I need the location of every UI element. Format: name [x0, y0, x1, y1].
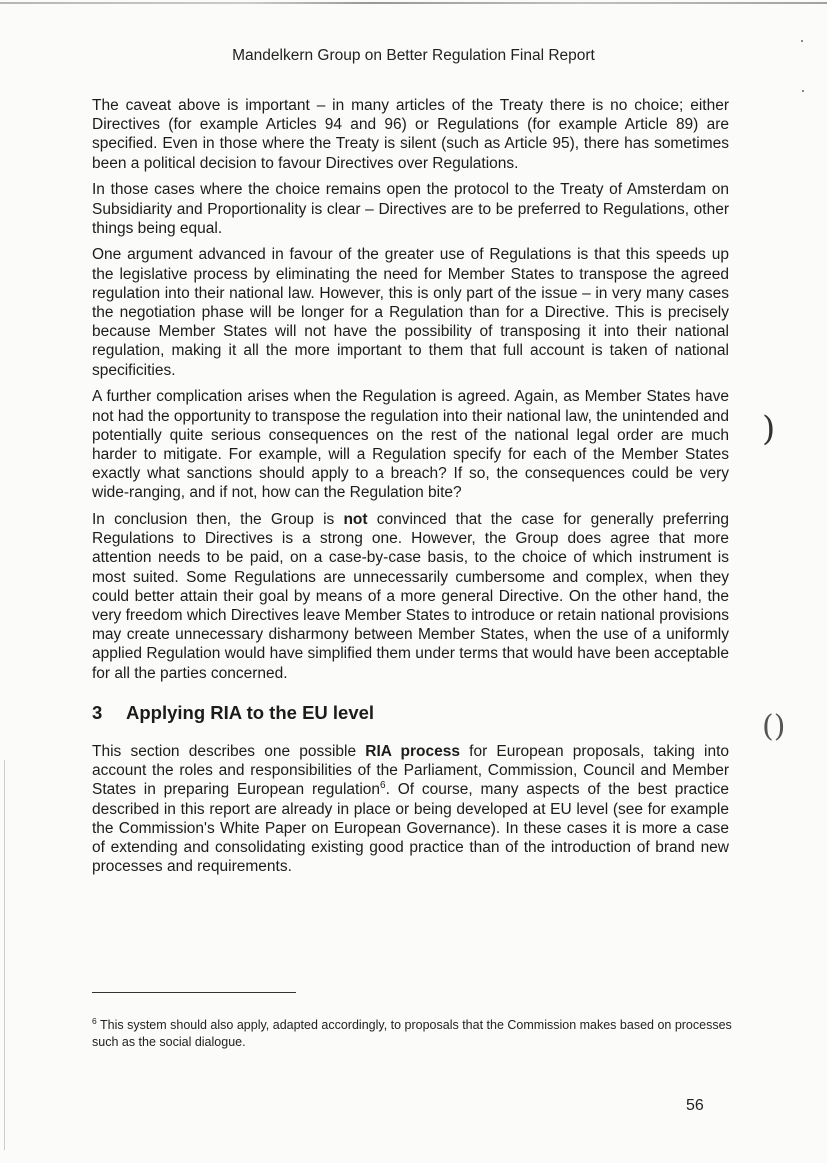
paragraph-caveat: The caveat above is important – in many articles of the Treaty there is no choice; either Directives (for example Articles 94 and 96) or Regulations (for example Article 89) are specified. Even in those where the Treaty is silent (such as Article 95), there has sometimes been a political decision to favour Directives over Regulations. [92, 97, 729, 172]
paragraph-conclusion: In conclusion then, the Group is not convinced that the case for generally preferring Regulations to Directives is a strong one. However, the Group does agree that more attention needs to be paid, on a case-by-case basis, to the choice of which instrument is most suited. Some Regulations are unnecessarily cumbersome and complex, when they could better attain their goal by means of a more general Directive. On the other hand, the very freedom which Directives leave Member States to introduce or retain national provisions may create unnecessary disharmony between Member States, when the use of a uniformly applied Regulation would have simplified them under terms that would have been acceptable for all the parties concerned. [92, 511, 729, 682]
footnote-separator [92, 992, 296, 993]
emphasis-not: not [343, 511, 368, 529]
footnote [92, 1017, 742, 1050]
paragraph-choice: In those cases where the choice remains open the protocol to the Treaty of Amsterdam on Subsidiarity and Proportionality is clear – Directives are to be preferred to Regulations, other things being equal. [92, 181, 729, 237]
emphasis-ria-process: RIA process [365, 742, 461, 760]
section-title: Applying RIA to the EU level [126, 701, 375, 723]
footnote-text: This system should also apply, adapted accordingly, to proposals that the Commission makes based on processes such as the social dialogue. [92, 1018, 732, 1049]
section-number: 3 [92, 701, 103, 723]
punch-hole-mark: () [762, 709, 786, 744]
punch-hole-mark: ) [762, 409, 776, 449]
scan-speck [802, 90, 804, 92]
paragraph-ria-process: This section describes one possible RIA process for European proposals, taking into account the roles and responsibilities of the Parliament, Commission, Council and Member States in preparing European regulation$^6$. Of course, many aspects of the best practice described in this report are already in place or being developed at EU level (see for example the Commission's White Paper on European Governance). In these cases it is more a case of extending and consolidating existing good practice than of the introduction of brand new processes and requirements. [92, 742, 729, 876]
scan-top-edge [0, 2, 827, 4]
page-number: 56 [686, 1097, 704, 1114]
document-body [92, 96, 729, 884]
paragraph-argument: One argument advanced in favour of the greater use of Regulations is that this speeds up the legislative process by eliminating the need for Member States to transpose the agreed regulation into their national law. However, this is only part of the issue – in very many cases the negotiation phase will be longer for a Regulation than for a Directive. This is precisely because Member States will not have the possibility of transposing it into their national regulation, making it all the more important to them that full account is taken of national specificities. [92, 246, 729, 379]
scan-margin-line [4, 760, 5, 1150]
section-heading [92, 701, 729, 725]
running-header: Mandelkern Group on Better Regulation Final Report [232, 47, 595, 64]
footnote-reference[interactable]: 6 [380, 780, 386, 792]
footnote-marker: 6 [92, 1015, 97, 1026]
paragraph-complication: A further complication arises when the Regulation is agreed. Again, as Member States have not had the opportunity to transpose the regulation into their national law, the unintended and potentially quite serious consequences on the rest of the national legal order are much harder to mitigate. For example, will a Regulation specify for each of the Member States exactly what sanctions should apply to a breach? If so, the consequences could be very wide-ranging, and if not, how can the Regulation bite? [92, 388, 729, 502]
scan-speck [801, 40, 803, 42]
